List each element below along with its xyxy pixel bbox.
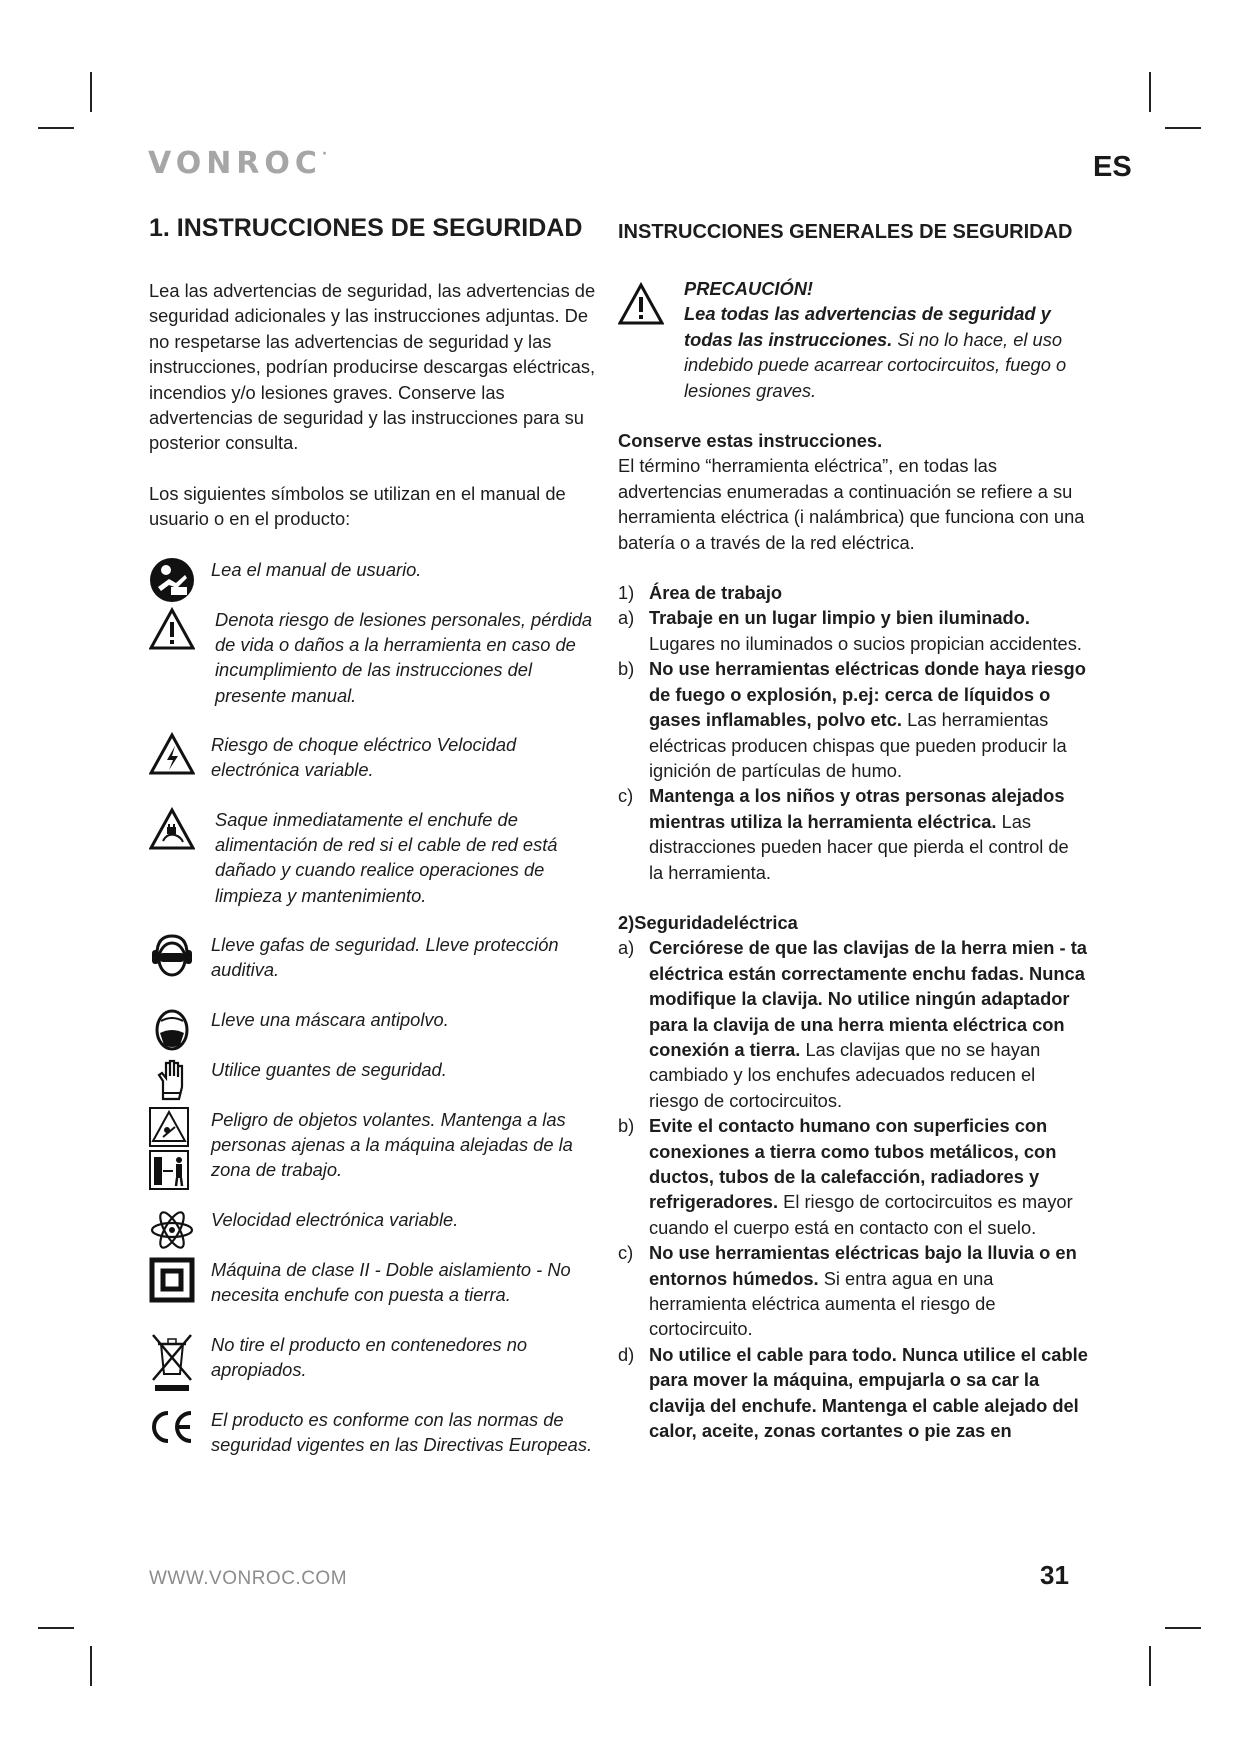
class-ii-icon <box>149 1257 195 1303</box>
electric-shock-icon <box>149 732 195 776</box>
list-item: d) No utilice el cable para todo. Nunca utilice el cable para mover la máquina, empujarla o sa car la clavija del enchufe. Mantenga el cable alejado del calor, aceite, zonas cortantes o pie zas en <box>618 1343 1088 1442</box>
symbol-row: Riesgo de choque eléctrico Velocidad electrónica variable. <box>149 732 599 807</box>
crop-mark <box>1149 1646 1151 1686</box>
intro-paragraph: Lea las advertencias de seguridad, las advertencias de seguridad adicionales y las instrucciones adjuntas. De no respetarse las advertencias de seguridad y las instrucciones, podrían producirse descargas eléctricas, incendios y/o lesiones graves. Conserve las advertencias de seguridad y las instrucciones para su posterior consulta. <box>149 280 596 454</box>
symbol-row: Lea el manual de usuario. <box>149 557 599 607</box>
symbol-row: Peligro de objetos volantes. Mantenga a las personas ajenas a la máquina alejadas de la zona de trabajo. <box>149 1107 599 1207</box>
language-code: ES <box>1093 151 1132 183</box>
unplug-warning-icon <box>149 807 195 851</box>
brand-logo: VONROC· <box>148 146 328 181</box>
symbol-row: El producto es conforme con las normas de seguridad vigentes en las Directivas Europeas. <box>149 1407 599 1482</box>
crop-mark <box>90 1646 92 1686</box>
symbol-row: Máquina de clase II - Doble aislamiento - No necesita enchufe con puesta a tierra. <box>149 1257 599 1332</box>
variable-speed-icon <box>149 1207 195 1253</box>
read-manual-icon <box>149 557 195 603</box>
section-heading: 2)Seguridadeléctrica <box>618 911 798 933</box>
section-heading: 1) Área de trabajo <box>618 582 783 604</box>
flying-objects-icon <box>149 1107 189 1191</box>
keep-instructions-title: Conserve estas instrucciones. <box>618 430 883 452</box>
symbol-row: Utilice guantes de seguridad. <box>149 1057 599 1107</box>
crop-mark <box>1165 1627 1201 1629</box>
list-item: a) Cerciórese de que las clavijas de la herra mien - ta eléctrica están correctamente enchu fadas. Nunca modifique la clavija. No utilice ningún adaptador para la clavija de una herra mienta eléctrica con conexión a tierra. Las clavijas que no se hayan cambiado y los enchufes adecuados reducen el riesgo de cortocircuitos. <box>618 937 1087 1111</box>
list-item: c) Mantenga a los niños y otras personas alejados mientras utiliza la herramienta eléctrica. Las distracciones pueden hacer que pierda el control de la herramienta. <box>618 785 1069 883</box>
work-area-section <box>618 580 1088 885</box>
right-column <box>618 208 1088 1443</box>
dust-mask-icon <box>149 1007 195 1053</box>
list-item: a) Trabaje en un lugar limpio y bien iluminado. Lugares no iluminados o sucios propician accidentes. <box>618 607 1082 654</box>
warning-triangle-icon <box>618 282 664 326</box>
section-title: 1. INSTRUCCIONES DE SEGURIDAD <box>149 214 583 242</box>
crop-mark <box>38 1627 74 1629</box>
keep-instructions-text: El término “herramienta eléctrica”, en todas las advertencias enumeradas a continuación se refiere a su herramienta eléctrica (i nalámbrica) que funciona con una batería o a través de la red eléctrica. <box>618 455 1085 553</box>
crop-mark <box>38 127 74 129</box>
symbol-row: No tire el producto en contenedores no apropiados. <box>149 1332 599 1407</box>
weee-bin-icon <box>149 1332 195 1392</box>
crop-mark <box>1165 127 1201 129</box>
list-item: b) No use herramientas eléctricas donde haya riesgo de fuego o explosión, p.ej: cerca de líquidos o gases inflamables, polvo etc. Las herramientas eléctricas producen chispas que pueden producir la ignición de partículas de humo. <box>618 658 1086 781</box>
crop-mark <box>90 72 92 112</box>
symbol-row: Lleve una máscara antipolvo. <box>149 1007 599 1057</box>
symbols-intro: Los siguientes símbolos se utilizan en el manual de usuario o en el producto: <box>149 482 566 530</box>
crop-mark <box>1149 72 1151 112</box>
list-item: b) Evite el contacto humano con superficies con conexiones a tierra como tubos metálicos, con ductos, tubos de la calefacción, radiadores y refrigeradores. El riesgo de cortocircuitos es mayor cuando el cuerpo está en contacto con el suelo. <box>618 1115 1073 1238</box>
caution-block <box>618 276 1088 403</box>
gloves-icon <box>149 1057 195 1103</box>
page-number: 31 <box>1040 1560 1069 1590</box>
symbol-row: Saque inmediatamente el enchufe de alimentación de red si el cable de red está dañado y cuando realice operaciones de limpieza y mantenimiento. <box>149 807 599 932</box>
warning-triangle-icon <box>149 607 195 651</box>
footer-url: WWW.VONROC.COM <box>149 1568 348 1589</box>
caution-label: PRECAUCIÓN! <box>684 278 813 299</box>
goggles-ear-protection-icon <box>149 932 195 978</box>
electrical-safety-section <box>618 910 1088 1444</box>
left-column <box>149 208 599 1482</box>
caution-bold: Lea todas las advertencias de seguridad y todas las instrucciones. <box>684 303 1051 350</box>
symbol-row: Denota riesgo de lesiones personales, pérdida de vida o daños a la herramienta en caso de incumplimiento de las instrucciones del presente manual. <box>149 607 599 732</box>
caution-text: Si no lo hace, el uso indebido puede acarrear cortocircuitos, fuego o lesiones graves. <box>684 328 1067 401</box>
symbol-row: Velocidad electrónica variable. <box>149 1207 599 1257</box>
symbol-row: Lleve gafas de seguridad. Lleve protección auditiva. <box>149 932 599 1007</box>
list-item: c) No use herramientas eléctricas bajo la lluvia o en entornos húmedos. Si entra agua en una herramienta eléctrica aumenta el riesgo de cortocircuito. <box>618 1242 1077 1340</box>
ce-mark-icon <box>149 1407 195 1447</box>
general-safety-title: INSTRUCCIONES GENERALES DE SEGURIDAD <box>618 221 1073 243</box>
